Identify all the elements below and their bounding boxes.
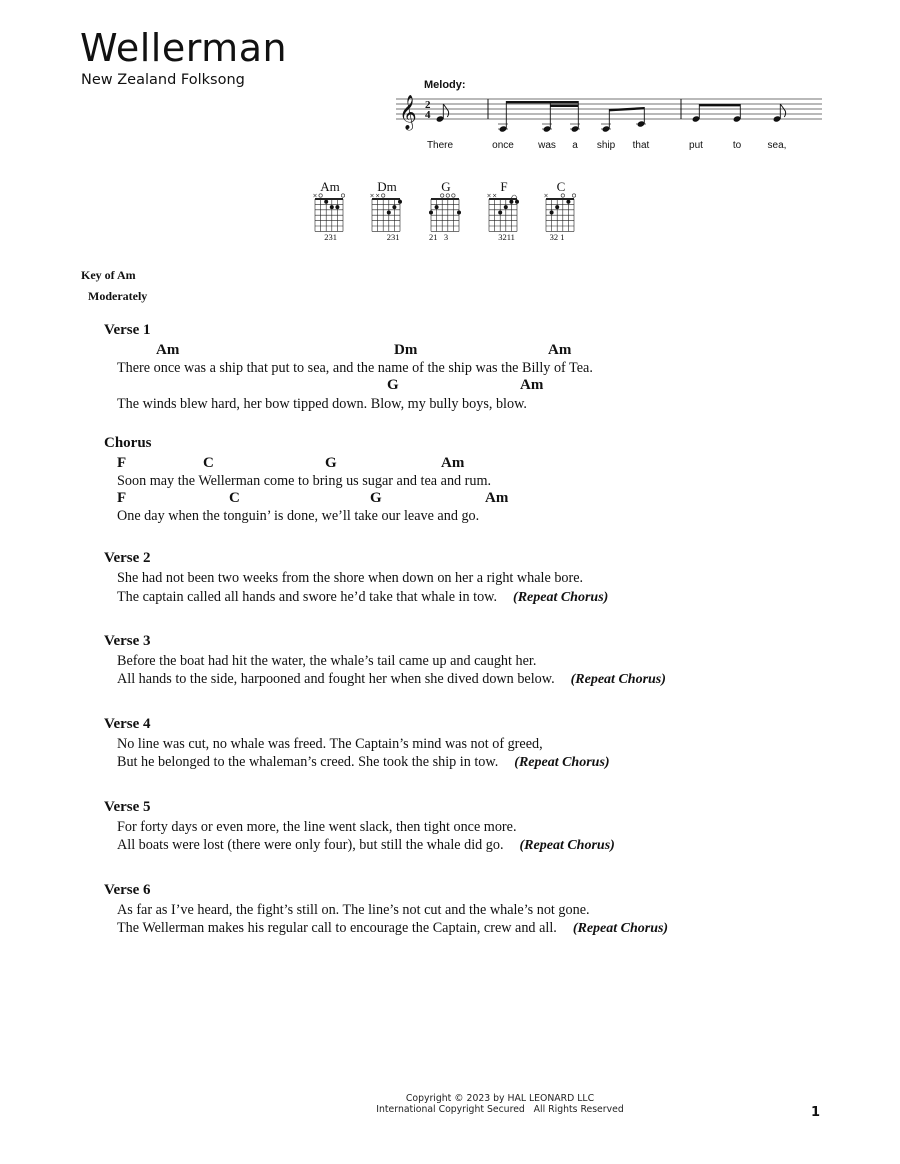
section-heading-verse-4: Verse 4: [104, 716, 151, 732]
chord-symbol: F: [117, 455, 127, 471]
chord-fingering: 231: [324, 232, 337, 242]
lyric-line-with-repeat: [117, 837, 615, 854]
open-string-icon: [319, 194, 322, 197]
chord-diagram-name: G: [441, 179, 451, 194]
melody-lyric-syllable: that: [632, 140, 650, 151]
chord-diagram-name: Am: [320, 179, 340, 194]
melody-lyric-syllable: to: [732, 140, 742, 151]
muted-string-icon: ×: [375, 192, 381, 200]
melody-lyric-syllable: ship: [596, 140, 616, 151]
chord-fingering: 32 1: [549, 232, 565, 242]
page-number: 1: [811, 1105, 821, 1120]
treble-clef-icon: 𝄞: [399, 95, 417, 130]
lyric-line: No line was cut, no whale was freed. The Captain’s mind was not of greed,: [117, 736, 543, 752]
melody-lyric-syllable: There: [426, 140, 454, 151]
finger-dot: [555, 205, 559, 209]
copyright-line-1: Copyright © 2023 by HAL LEONARD LLC: [405, 1093, 595, 1104]
open-string-icon: [561, 194, 564, 197]
tempo-label: Moderately: [88, 289, 148, 303]
chord-symbol: C: [203, 455, 214, 471]
finger-dot: [387, 211, 391, 215]
finger-dot: [457, 211, 461, 215]
lyric-text: All hands to the side, harpooned and fought her when she dived down below.: [117, 671, 555, 687]
time-signature: [425, 99, 431, 121]
lyric-line: Soon may the Wellerman come to bring us sugar and tea and rum.: [117, 473, 492, 489]
section-heading-verse-5: Verse 5: [104, 799, 151, 815]
melody-lyric-syllable: sea,: [767, 140, 787, 151]
finger-dot: [504, 205, 508, 209]
lyric-line: There once was a ship that put to sea, and the name of the ship was the Billy of Tea.: [117, 360, 593, 376]
chord-symbol: Am: [441, 455, 465, 471]
note-flag: [780, 104, 785, 117]
open-string-icon: [341, 194, 344, 197]
lyric-line: One day when the tonguin’ is done, we’ll take our leave and go.: [117, 508, 480, 524]
finger-dot: [335, 205, 339, 209]
chord-fingering: 3211: [498, 232, 515, 242]
chord-symbol: C: [229, 490, 240, 506]
finger-dot: [515, 200, 519, 204]
lyric-text: The captain called all hands and swore he’d take that whale in tow.: [117, 589, 498, 605]
chord-symbol: G: [325, 455, 337, 471]
song-title: Wellerman: [80, 26, 288, 70]
chord-symbol: Dm: [394, 342, 418, 358]
melody-lyric-syllable: put: [689, 140, 703, 151]
lyric-line: The winds blew hard, her bow tipped down. Blow, my bully boys, blow.: [117, 396, 527, 412]
finger-dot: [498, 211, 502, 215]
barre-arc: [511, 195, 517, 198]
lyric-text: The Wellerman makes his regular call to encourage the Captain, crew and all.: [117, 920, 557, 936]
lyric-text: All boats were lost (there were only four), but still the whale did go.: [117, 837, 504, 853]
melody-staff: [396, 88, 824, 140]
open-string-icon: [572, 194, 575, 197]
melody-lyric-syllable: was: [538, 140, 556, 151]
beam: [609, 107, 644, 111]
copyright-notice: [300, 1093, 700, 1115]
lyric-line-with-repeat: [117, 671, 666, 688]
chord-fingering: 21 3: [429, 232, 449, 242]
repeat-chorus-marker: (Repeat Chorus): [513, 590, 609, 605]
copyright-line-2: International Copyright Secured All Rights Reserved: [376, 1104, 624, 1115]
chord-fingering: 231: [386, 232, 400, 242]
lyric-line: She had not been two weeks from the shore when down on her a right whale bore.: [117, 570, 584, 586]
lyric-line-with-repeat: [117, 920, 668, 937]
muted-string-icon: ×: [369, 192, 375, 200]
finger-dot: [324, 200, 328, 204]
repeat-chorus-marker: (Repeat Chorus): [572, 921, 669, 936]
open-string-icon: [446, 194, 449, 197]
chord-diagram-name: C: [556, 179, 566, 194]
song-subtitle: New Zealand Folksong: [81, 72, 245, 88]
section-heading-verse-6: Verse 6: [104, 882, 151, 898]
melody-lyric-syllable: a: [572, 140, 578, 151]
section-heading-verse-3: Verse 3: [104, 633, 151, 649]
beam: [699, 104, 740, 106]
section-heading-chorus: Chorus: [104, 435, 152, 451]
chord-diagram-name: Dm: [377, 179, 397, 194]
chord-symbol: G: [387, 377, 399, 393]
svg-text:2: 2: [425, 99, 431, 111]
chord-diagram-name: F: [500, 179, 508, 194]
open-string-icon: [382, 194, 385, 197]
lyric-line: Before the boat had hit the water, the whale’s tail came up and caught her.: [117, 653, 537, 669]
melody-label: Melody:: [424, 79, 466, 91]
repeat-chorus-marker: (Repeat Chorus): [519, 838, 615, 853]
svg-text:4: 4: [425, 109, 431, 121]
lyric-line: As far as I’ve heard, the fight’s still on. The line’s not cut and the whale’s not gone.: [117, 902, 590, 918]
chord-symbol: Am: [548, 342, 572, 358]
repeat-chorus-marker: (Repeat Chorus): [514, 755, 610, 770]
chord-symbol: Am: [520, 377, 544, 393]
repeat-chorus-marker: (Repeat Chorus): [570, 672, 666, 687]
open-string-icon: [452, 194, 455, 197]
lyric-text: But he belonged to the whaleman’s creed. She took the ship in tow.: [117, 754, 499, 770]
finger-dot: [509, 200, 513, 204]
chord-symbol: G: [370, 490, 382, 506]
finger-dot: [392, 205, 396, 209]
muted-string-icon: ×: [492, 192, 498, 200]
finger-dot: [330, 205, 334, 209]
section-heading-verse-1: Verse 1: [104, 322, 151, 338]
finger-dot: [429, 211, 433, 215]
beam: [550, 105, 578, 107]
chord-symbol: Am: [485, 490, 509, 506]
lyric-line: For forty days or even more, the line went slack, then tight once more.: [117, 819, 517, 835]
chord-symbol: F: [117, 490, 127, 506]
beam: [506, 101, 578, 103]
finger-dot: [550, 211, 554, 215]
finger-dot: [566, 200, 570, 204]
key-label: Key of Am: [81, 268, 136, 282]
muted-string-icon: ×: [312, 192, 318, 200]
melody-lyric-syllable: once: [492, 140, 514, 151]
lyric-line-with-repeat: [117, 589, 608, 606]
section-heading-verse-2: Verse 2: [104, 550, 151, 566]
muted-string-icon: ×: [486, 192, 492, 200]
chord-symbol: Am: [156, 342, 180, 358]
open-string-icon: [441, 194, 444, 197]
finger-dot: [398, 200, 402, 204]
note-flag: [443, 104, 448, 117]
lyric-line-with-repeat: [117, 754, 610, 771]
muted-string-icon: ×: [543, 192, 549, 200]
finger-dot: [435, 205, 439, 209]
